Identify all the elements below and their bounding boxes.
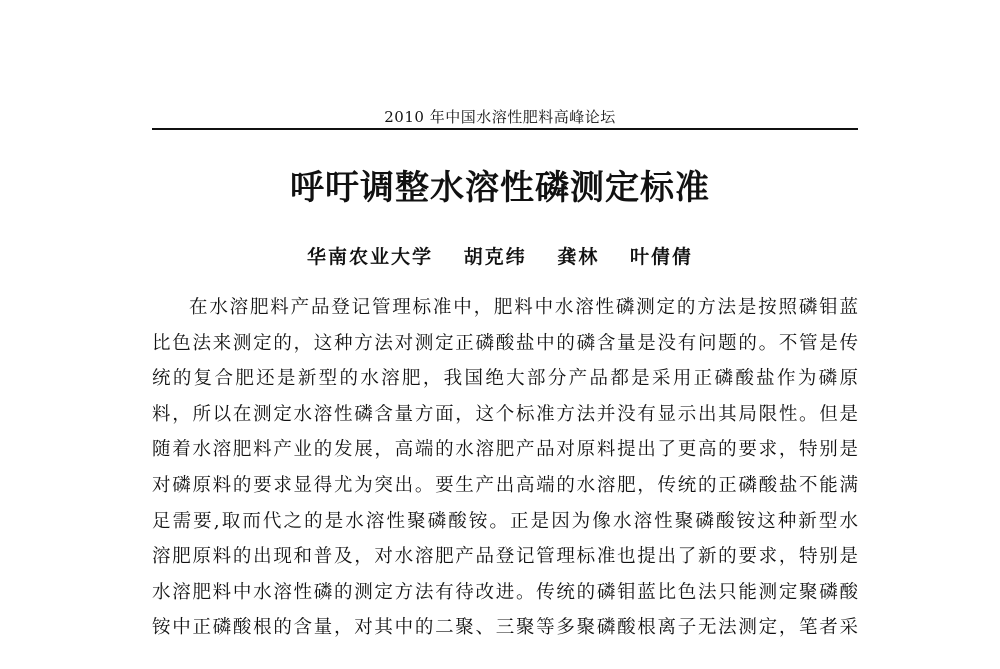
text-line: 料，所以在测定水溶性磷含量方面，这个标准方法并没有显示出其局限性。但是: [152, 403, 858, 425]
text-line: 铵中正磷酸根的含量，对其中的二聚、三聚等多聚磷酸根离子无法测定，笔者采: [152, 617, 858, 639]
text-line: 溶肥原料的出现和普及，对水溶肥产品登记管理标准也提出了新的要求，特别是: [152, 546, 858, 568]
article-title: 呼吁调整水溶性磷测定标准: [290, 168, 710, 208]
running-header: 2010 年中国水溶性肥料高峰论坛: [384, 108, 616, 126]
text-line: 随着水溶肥料产业的发展，高端的水溶肥产品对原料提出了更高的要求，特别是: [152, 439, 858, 461]
author-line: [0, 242, 1000, 269]
text-line: 比色法来测定的，这种方法对测定正磷酸盐中的磷含量是没有问题的。不管是传: [152, 332, 858, 354]
text-line: 在水溶肥料产品登记管理标准中，肥料中水溶性磷测定的方法是按照磷钼蓝: [189, 297, 858, 318]
author-name: 龚林: [557, 246, 600, 268]
affiliation: 华南农业大学: [307, 246, 434, 268]
body-paragraph: [152, 290, 858, 646]
text-line: 对磷原料的要求显得尤为突出。要生产出高端的水溶肥，传统的正磷酸盐不能满: [152, 474, 858, 496]
header-rule: [152, 128, 858, 130]
author-name: 胡克纬: [463, 246, 527, 268]
author-name: 叶倩倩: [629, 246, 693, 268]
text-line: 足需要,取而代之的是水溶性聚磷酸铵。正是因为像水溶性聚磷酸铵这种新型水: [152, 510, 858, 532]
text-line: 统的复合肥还是新型的水溶肥，我国绝大部分产品都是采用正磷酸盐作为磷原: [152, 368, 858, 390]
text-line: 水溶肥料中水溶性磷的测定方法有待改进。传统的磷钼蓝比色法只能测定聚磷酸: [152, 581, 858, 603]
